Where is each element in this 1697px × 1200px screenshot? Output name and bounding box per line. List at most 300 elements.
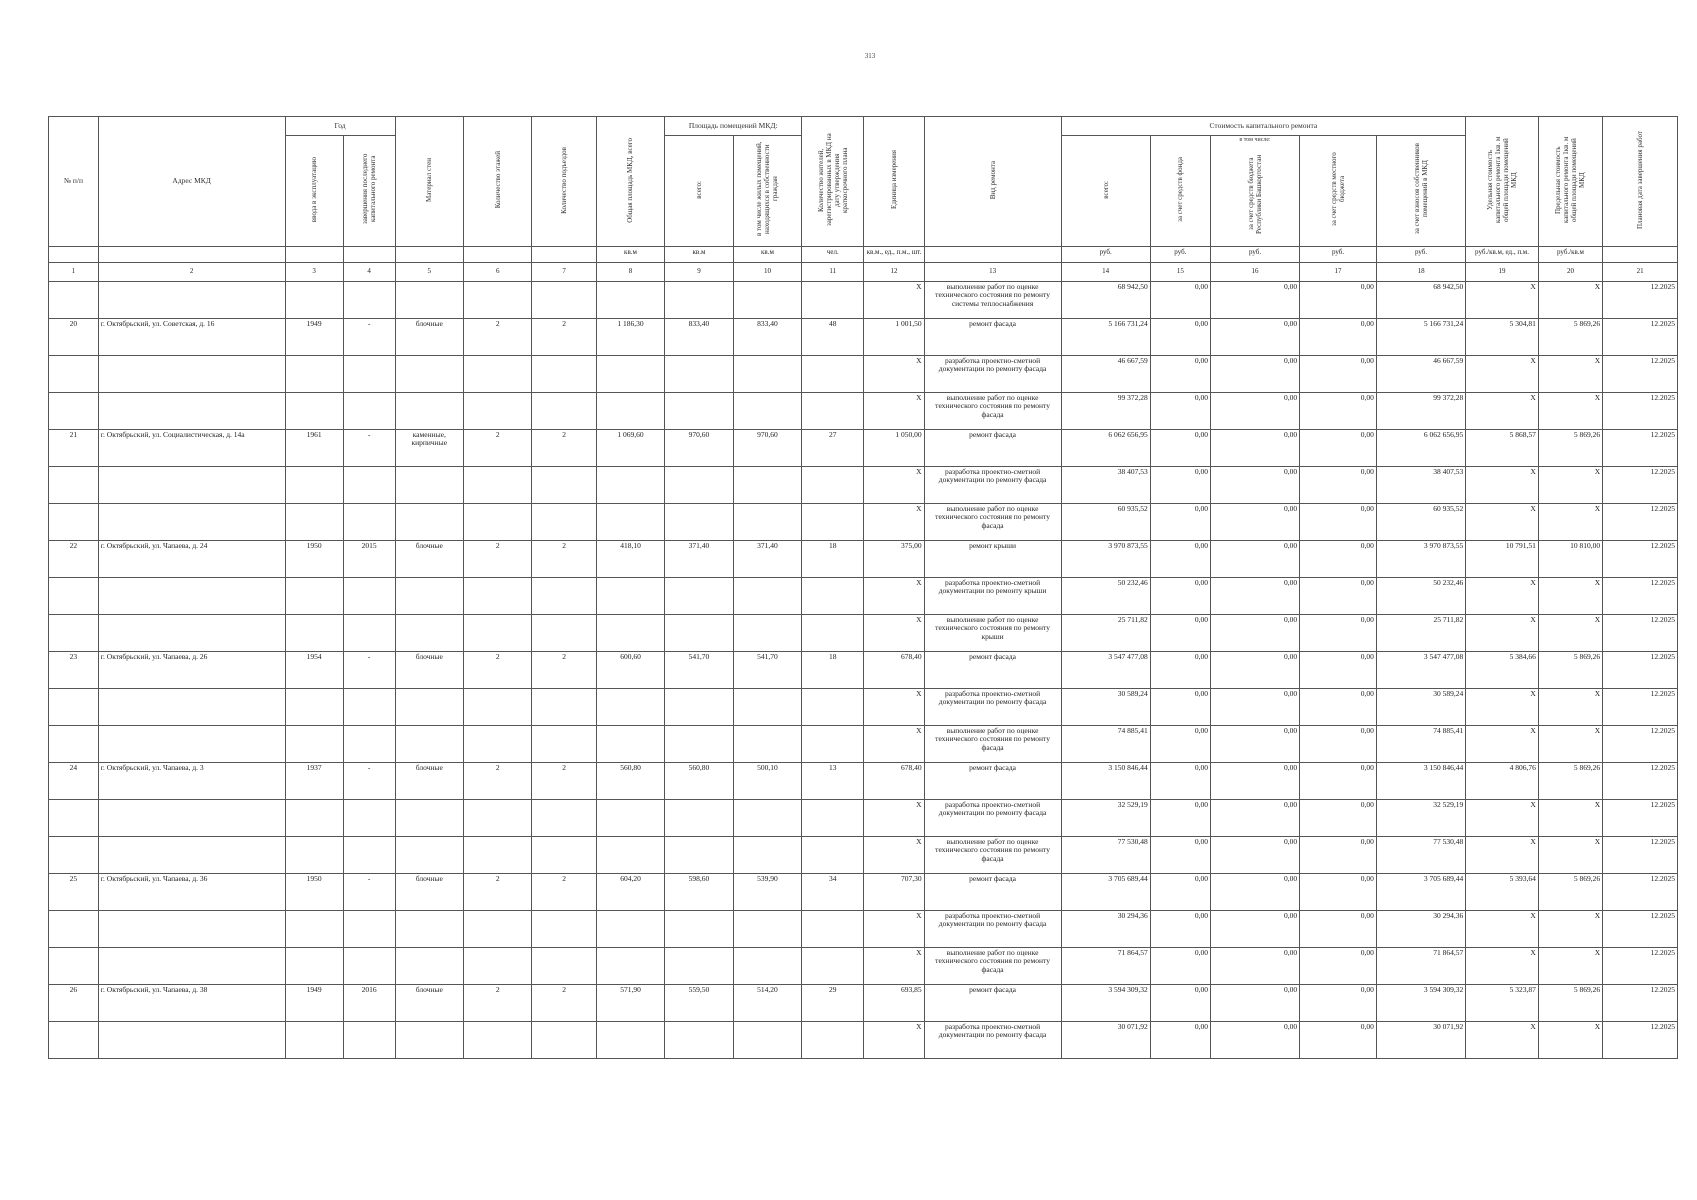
cell-qty: X: [864, 577, 924, 614]
cell-c18: 25 711,82: [1376, 614, 1465, 651]
cell-p1: 559,50: [665, 984, 733, 1021]
cell-y1: [285, 725, 343, 762]
cell-qty: X: [864, 947, 924, 984]
cell-y2: [343, 836, 395, 873]
cell-c20: X: [1538, 503, 1602, 540]
cell-c20: X: [1538, 799, 1602, 836]
cell-fl: 2: [463, 540, 531, 577]
cell-p1: 371,40: [665, 540, 733, 577]
cell-addr: [98, 614, 285, 651]
cell-res: 48: [802, 318, 864, 355]
cell-addr: г. Октябрьский, ул. Советская, д. 16: [98, 318, 285, 355]
cell-ent: [532, 466, 596, 503]
cell-fl: [463, 725, 531, 762]
cell-c21: 12.2025: [1603, 540, 1678, 577]
header-limit-cost: Предельная стоимость капитального ремонта 1кв. м общей площади помещений МКД: [1538, 117, 1602, 247]
cell-p2: [733, 614, 801, 651]
column-number-cell: 15: [1150, 262, 1210, 281]
cell-ent: [532, 577, 596, 614]
cell-y1: [285, 392, 343, 429]
cell-qty: X: [864, 355, 924, 392]
unit-cell: кв.м: [733, 246, 801, 262]
cell-c14: 71 864,57: [1061, 947, 1150, 984]
cell-qty: 693,85: [864, 984, 924, 1021]
cell-area: 418,10: [596, 540, 664, 577]
cell-work: ремонт фасада: [924, 318, 1061, 355]
cell-c21: 12.2025: [1603, 947, 1678, 984]
cell-work: выполнение работ по оценке технического состояния по ремонту фасада: [924, 392, 1061, 429]
cell-c16: 0,00: [1210, 651, 1299, 688]
cell-c15: 0,00: [1150, 429, 1210, 466]
cell-mat: блочные: [395, 318, 463, 355]
cell-c14: 99 372,28: [1061, 392, 1150, 429]
cell-c14: 30 071,92: [1061, 1021, 1150, 1058]
cell-p2: [733, 688, 801, 725]
cell-y2: [343, 688, 395, 725]
cell-qty: X: [864, 799, 924, 836]
cell-res: [802, 503, 864, 540]
cell-qty: X: [864, 688, 924, 725]
cell-fl: [463, 503, 531, 540]
cell-p2: [733, 392, 801, 429]
cell-y1: [285, 503, 343, 540]
cell-c14: 3 547 477,08: [1061, 651, 1150, 688]
cell-y2: [343, 799, 395, 836]
cell-y2: -: [343, 651, 395, 688]
cell-y2: [343, 614, 395, 651]
cell-c16: 0,00: [1210, 392, 1299, 429]
cell-c19: X: [1466, 392, 1539, 429]
cell-c21: 12.2025: [1603, 799, 1678, 836]
header-incl: в том числе:: [1239, 137, 1271, 143]
column-number-cell: 8: [596, 262, 664, 281]
unit-cell: [1603, 246, 1678, 262]
cell-p2: 833,40: [733, 318, 801, 355]
column-number-cell: 1: [49, 262, 99, 281]
cell-mat: [395, 614, 463, 651]
cell-work: разработка проектно-сметной документации по ремонту фасада: [924, 1021, 1061, 1058]
cell-p2: [733, 836, 801, 873]
cell-mat: блочные: [395, 762, 463, 799]
cell-c20: 10 810,00: [1538, 540, 1602, 577]
column-number-cell: 18: [1376, 262, 1465, 281]
cell-n: [49, 836, 99, 873]
cell-qty: X: [864, 281, 924, 318]
cell-c17: 0,00: [1300, 355, 1377, 392]
cell-c16: 0,00: [1210, 577, 1299, 614]
cell-c18: 46 667,59: [1376, 355, 1465, 392]
cell-res: 18: [802, 651, 864, 688]
cell-p2: 539,90: [733, 873, 801, 910]
cell-c16: 0,00: [1210, 947, 1299, 984]
cell-y1: 1954: [285, 651, 343, 688]
cell-work: ремонт фасада: [924, 651, 1061, 688]
cell-addr: [98, 910, 285, 947]
cell-addr: г. Октябрьский, ул. Чапаева, д. 26: [98, 651, 285, 688]
table-row: [49, 355, 1678, 392]
cell-c17: 0,00: [1300, 540, 1377, 577]
cell-work: выполнение работ по оценке технического состояния по ремонту фасада: [924, 947, 1061, 984]
cell-c20: X: [1538, 688, 1602, 725]
cell-res: 27: [802, 429, 864, 466]
cell-c17: 0,00: [1300, 725, 1377, 762]
cell-n: [49, 392, 99, 429]
table-body: [49, 281, 1678, 1058]
cell-addr: [98, 799, 285, 836]
unit-cell: руб.: [1150, 246, 1210, 262]
cell-addr: [98, 725, 285, 762]
unit-cell: руб./кв.м, ед., п.м.: [1466, 246, 1539, 262]
cell-qty: X: [864, 1021, 924, 1058]
cell-mat: [395, 799, 463, 836]
cell-ent: 2: [532, 762, 596, 799]
cell-work: выполнение работ по оценке технического состояния по ремонту фасада: [924, 836, 1061, 873]
unit-cell: кв.м: [596, 246, 664, 262]
cell-n: [49, 799, 99, 836]
column-number-cell: 10: [733, 262, 801, 281]
cell-p2: 500,10: [733, 762, 801, 799]
cell-p1: [665, 799, 733, 836]
cell-work: выполнение работ по оценке технического состояния по ремонту системы теплоснабжения: [924, 281, 1061, 318]
cell-qty: 678,40: [864, 762, 924, 799]
column-number-cell: 20: [1538, 262, 1602, 281]
cell-ent: [532, 392, 596, 429]
cell-y2: [343, 355, 395, 392]
cell-c17: 0,00: [1300, 503, 1377, 540]
cell-c16: 0,00: [1210, 429, 1299, 466]
cell-res: [802, 836, 864, 873]
cell-c20: X: [1538, 392, 1602, 429]
cell-c17: 0,00: [1300, 1021, 1377, 1058]
cell-ent: [532, 355, 596, 392]
cell-y2: -: [343, 429, 395, 466]
cell-c15: 0,00: [1150, 614, 1210, 651]
cell-fl: [463, 466, 531, 503]
cell-c17: 0,00: [1300, 318, 1377, 355]
column-number-cell: 5: [395, 262, 463, 281]
cell-c16: 0,00: [1210, 984, 1299, 1021]
cell-n: [49, 1021, 99, 1058]
cell-c18: 30 294,36: [1376, 910, 1465, 947]
cell-ent: 2: [532, 429, 596, 466]
cell-n: 25: [49, 873, 99, 910]
cell-c15: 0,00: [1150, 355, 1210, 392]
cell-ent: [532, 799, 596, 836]
cell-ent: [532, 281, 596, 318]
cell-res: [802, 281, 864, 318]
cell-c19: X: [1466, 503, 1539, 540]
cell-c18: 3 705 689,44: [1376, 873, 1465, 910]
cell-p1: 833,40: [665, 318, 733, 355]
cell-y2: [343, 947, 395, 984]
cell-mat: каменные, кирпичные: [395, 429, 463, 466]
unit-cell: [532, 246, 596, 262]
table-row: [49, 799, 1678, 836]
cell-y1: 1961: [285, 429, 343, 466]
cell-c15: 0,00: [1150, 651, 1210, 688]
column-number-cell: 17: [1300, 262, 1377, 281]
cell-work: разработка проектно-сметной документации по ремонту фасада: [924, 688, 1061, 725]
cell-fl: [463, 281, 531, 318]
cell-p2: 371,40: [733, 540, 801, 577]
cell-mat: [395, 688, 463, 725]
cell-c21: 12.2025: [1603, 873, 1678, 910]
cell-res: [802, 688, 864, 725]
column-number-cell: 16: [1210, 262, 1299, 281]
cell-c19: X: [1466, 947, 1539, 984]
cell-p2: [733, 1021, 801, 1058]
cell-res: [802, 799, 864, 836]
cell-y1: [285, 355, 343, 392]
cell-y1: 1949: [285, 318, 343, 355]
cell-p1: [665, 688, 733, 725]
cell-work: разработка проектно-сметной документации по ремонту крыши: [924, 577, 1061, 614]
cell-area: [596, 799, 664, 836]
cell-c14: 3 150 846,44: [1061, 762, 1150, 799]
cell-p2: [733, 355, 801, 392]
cell-y1: [285, 947, 343, 984]
column-number-cell: 9: [665, 262, 733, 281]
cell-addr: г. Октябрьский, ул. Социалистическая, д. 14а: [98, 429, 285, 466]
table-row: [49, 947, 1678, 984]
cell-c18: 3 970 873,55: [1376, 540, 1465, 577]
cell-y1: 1949: [285, 984, 343, 1021]
cell-c15: 0,00: [1150, 318, 1210, 355]
cell-area: [596, 281, 664, 318]
cell-y1: [285, 577, 343, 614]
cell-res: 13: [802, 762, 864, 799]
cell-c14: 38 407,53: [1061, 466, 1150, 503]
cell-c14: 30 294,36: [1061, 910, 1150, 947]
cell-n: [49, 466, 99, 503]
cell-p1: [665, 281, 733, 318]
cell-area: [596, 577, 664, 614]
cell-mat: [395, 836, 463, 873]
cell-c14: 32 529,19: [1061, 799, 1150, 836]
cell-addr: [98, 836, 285, 873]
cell-c15: 0,00: [1150, 947, 1210, 984]
cell-c17: 0,00: [1300, 466, 1377, 503]
cell-c19: 5 393,64: [1466, 873, 1539, 910]
cell-y1: [285, 466, 343, 503]
cell-c20: 5 869,26: [1538, 984, 1602, 1021]
cell-fl: [463, 799, 531, 836]
cell-c17: 0,00: [1300, 614, 1377, 651]
table-row: [49, 762, 1678, 799]
table-row: [49, 281, 1678, 318]
cell-c20: X: [1538, 910, 1602, 947]
cell-addr: г. Октябрьский, ул. Чапаева, д. 36: [98, 873, 285, 910]
cell-c14: 68 942,50: [1061, 281, 1150, 318]
unit-cell: руб.: [1300, 246, 1377, 262]
header-cost-local: за счет средств местного бюджета: [1300, 136, 1377, 247]
cell-c14: 6 062 656,95: [1061, 429, 1150, 466]
cell-y2: -: [343, 318, 395, 355]
cell-n: 22: [49, 540, 99, 577]
cell-res: [802, 910, 864, 947]
cell-p1: 970,60: [665, 429, 733, 466]
cell-res: [802, 577, 864, 614]
cell-c16: 0,00: [1210, 281, 1299, 318]
column-number-cell: 21: [1603, 262, 1678, 281]
table-row: [49, 688, 1678, 725]
cell-c18: 32 529,19: [1376, 799, 1465, 836]
cell-area: [596, 688, 664, 725]
cell-fl: [463, 1021, 531, 1058]
unit-cell: кв.м: [665, 246, 733, 262]
cell-c15: 0,00: [1150, 466, 1210, 503]
cell-p1: [665, 836, 733, 873]
cell-c21: 12.2025: [1603, 1021, 1678, 1058]
cell-addr: г. Октябрьский, ул. Чапаева, д. 24: [98, 540, 285, 577]
cell-ent: [532, 836, 596, 873]
cell-p1: [665, 725, 733, 762]
cell-p2: 970,60: [733, 429, 801, 466]
cell-c21: 12.2025: [1603, 651, 1678, 688]
cell-c18: 50 232,46: [1376, 577, 1465, 614]
table-row: [49, 614, 1678, 651]
cell-fl: [463, 614, 531, 651]
cell-c21: 12.2025: [1603, 392, 1678, 429]
cell-area: [596, 836, 664, 873]
cell-y1: [285, 1021, 343, 1058]
column-number-cell: 14: [1061, 262, 1150, 281]
cell-area: [596, 466, 664, 503]
header-cost-group: Стоимость капитального ремонта: [1061, 117, 1466, 136]
header-entrances: Количество подъездов: [532, 117, 596, 247]
cell-qty: X: [864, 614, 924, 651]
header-address: Адрес МКД: [98, 117, 285, 247]
cell-c18: 38 407,53: [1376, 466, 1465, 503]
cell-c16: 0,00: [1210, 1021, 1299, 1058]
cell-ent: 2: [532, 651, 596, 688]
cell-c18: 60 935,52: [1376, 503, 1465, 540]
cell-c20: 5 869,26: [1538, 762, 1602, 799]
cell-c19: X: [1466, 281, 1539, 318]
cell-n: [49, 688, 99, 725]
cell-area: [596, 910, 664, 947]
cell-c15: 0,00: [1150, 503, 1210, 540]
cell-n: [49, 725, 99, 762]
cell-c18: 99 372,28: [1376, 392, 1465, 429]
table-row: [49, 466, 1678, 503]
cell-fl: 2: [463, 429, 531, 466]
cell-res: 18: [802, 540, 864, 577]
header-cost-owners: за счет взносов собственников помещений в МКД: [1376, 136, 1465, 247]
cell-ent: [532, 725, 596, 762]
cell-p1: 598,60: [665, 873, 733, 910]
cell-c20: X: [1538, 836, 1602, 873]
cell-p1: [665, 1021, 733, 1058]
cell-ent: [532, 614, 596, 651]
cell-res: 34: [802, 873, 864, 910]
cell-c21: 12.2025: [1603, 984, 1678, 1021]
cell-c20: 5 869,26: [1538, 651, 1602, 688]
cell-c16: 0,00: [1210, 762, 1299, 799]
cell-c15: 0,00: [1150, 799, 1210, 836]
cell-c16: 0,00: [1210, 355, 1299, 392]
cell-c18: 3 150 846,44: [1376, 762, 1465, 799]
cell-c15: 0,00: [1150, 873, 1210, 910]
header-premises-living: в том числе жилых помещений, находящихся в собственности граждан: [733, 136, 801, 247]
cell-p2: 514,20: [733, 984, 801, 1021]
cell-c17: 0,00: [1300, 429, 1377, 466]
cell-area: 560,80: [596, 762, 664, 799]
cell-addr: [98, 281, 285, 318]
cell-y2: 2015: [343, 540, 395, 577]
cell-c19: X: [1466, 1021, 1539, 1058]
cell-y2: [343, 503, 395, 540]
cell-p2: [733, 947, 801, 984]
cell-p1: 541,70: [665, 651, 733, 688]
cell-c21: 12.2025: [1603, 725, 1678, 762]
cell-c20: X: [1538, 725, 1602, 762]
table-row: [49, 429, 1678, 466]
cell-c21: 12.2025: [1603, 429, 1678, 466]
cell-n: [49, 577, 99, 614]
unit-cell: руб.: [1210, 246, 1299, 262]
cell-y1: [285, 910, 343, 947]
cell-area: [596, 503, 664, 540]
cell-p1: [665, 503, 733, 540]
cell-area: [596, 725, 664, 762]
column-number-row: [49, 262, 1678, 281]
cell-n: 21: [49, 429, 99, 466]
cell-c16: 0,00: [1210, 873, 1299, 910]
column-number-cell: 13: [924, 262, 1061, 281]
cell-y1: [285, 614, 343, 651]
cell-c20: X: [1538, 281, 1602, 318]
cell-y1: [285, 281, 343, 318]
cell-area: [596, 355, 664, 392]
unit-cell: [395, 246, 463, 262]
cell-c14: 3 594 309,32: [1061, 984, 1150, 1021]
cell-fl: 2: [463, 762, 531, 799]
cell-work: разработка проектно-сметной документации по ремонту фасада: [924, 466, 1061, 503]
table-row: [49, 910, 1678, 947]
cell-area: [596, 1021, 664, 1058]
cell-fl: 2: [463, 651, 531, 688]
cell-c17: 0,00: [1300, 281, 1377, 318]
cell-area: [596, 947, 664, 984]
cell-mat: [395, 947, 463, 984]
table-row: [49, 577, 1678, 614]
cell-c20: X: [1538, 577, 1602, 614]
unit-cell: руб.: [1376, 246, 1465, 262]
cell-mat: [395, 355, 463, 392]
cell-y2: [343, 910, 395, 947]
cell-fl: 2: [463, 984, 531, 1021]
cell-c17: 0,00: [1300, 688, 1377, 725]
cell-c20: X: [1538, 355, 1602, 392]
cell-c17: 0,00: [1300, 836, 1377, 873]
cell-c14: 60 935,52: [1061, 503, 1150, 540]
cell-c16: 0,00: [1210, 540, 1299, 577]
cell-c14: 5 166 731,24: [1061, 318, 1150, 355]
cell-qty: X: [864, 725, 924, 762]
cell-p2: [733, 577, 801, 614]
cell-c18: 3 547 477,08: [1376, 651, 1465, 688]
cell-c19: X: [1466, 614, 1539, 651]
table-row: [49, 725, 1678, 762]
column-number-cell: 6: [463, 262, 531, 281]
cell-qty: 1 001,50: [864, 318, 924, 355]
cell-c20: 5 869,26: [1538, 873, 1602, 910]
cell-addr: [98, 947, 285, 984]
cell-c19: X: [1466, 577, 1539, 614]
cell-c21: 12.2025: [1603, 466, 1678, 503]
cell-p1: [665, 392, 733, 429]
